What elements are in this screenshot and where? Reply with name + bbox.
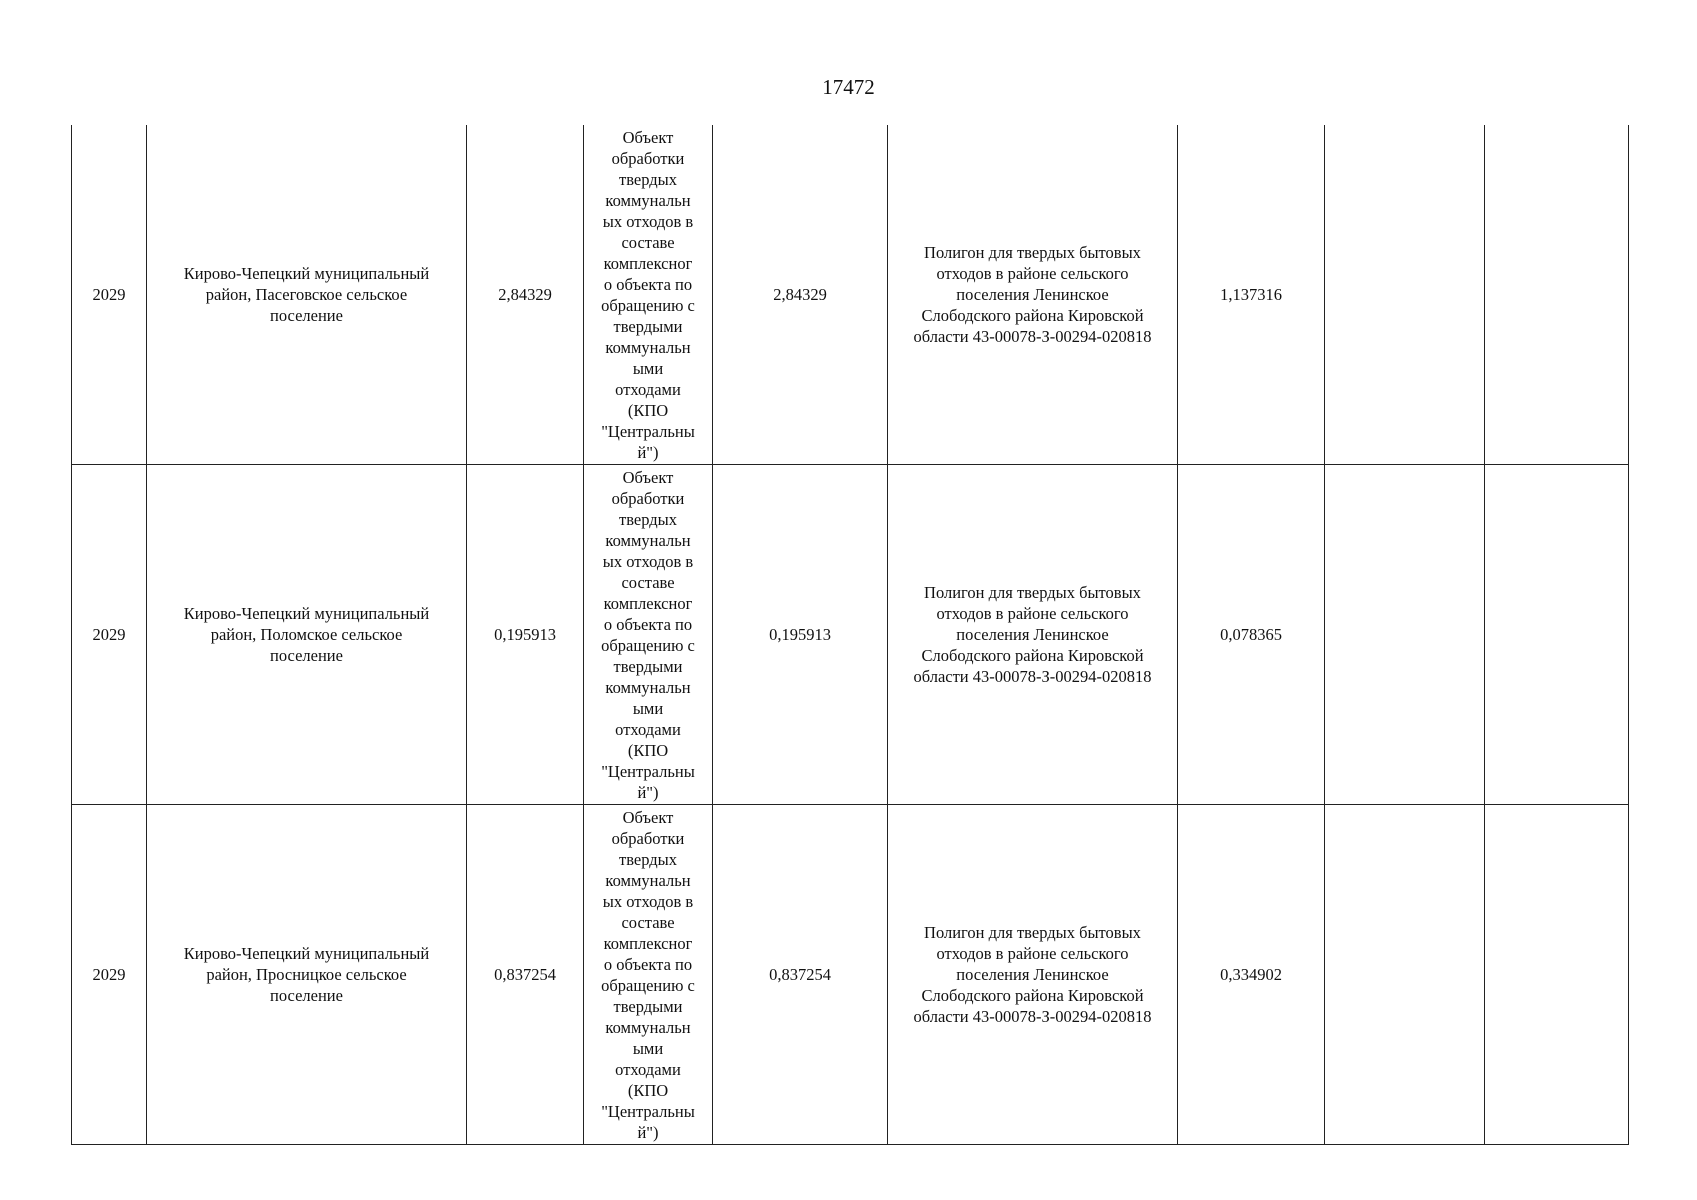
cell-processing-object: Объект обработки твердых коммунальн ых отходов в составе комплексног о объекта по обращению с твердыми коммунальн ыми отходами (КПО "Центральны й"): [584, 805, 713, 1145]
cell-volume-disposed: 0,078365: [1178, 465, 1325, 805]
cell-disposal-site: Полигон для твердых бытовых отходов в районе сельского поселения Ленинское Слободского района Кировской области 43-00078-З-00294-020818: [888, 465, 1178, 805]
cell-empty: [1485, 465, 1629, 805]
cell-disposal-site: Полигон для твердых бытовых отходов в районе сельского поселения Ленинское Слободского района Кировской области 43-00078-З-00294-020818: [888, 125, 1178, 465]
cell-volume-processed: 0,195913: [713, 465, 888, 805]
cell-municipality: Кирово-Чепецкий муниципальный район, Поломское сельское поселение: [147, 465, 467, 805]
cell-empty: [1325, 805, 1485, 1145]
cell-municipality: Кирово-Чепецкий муниципальный район, Просницкое сельское поселение: [147, 805, 467, 1145]
cell-municipality: Кирово-Чепецкий муниципальный район, Пасеговское сельское поселение: [147, 125, 467, 465]
cell-year: 2029: [72, 805, 147, 1145]
cell-processing-object: Объект обработки твердых коммунальн ых отходов в составе комплексног о объекта по обращению с твердыми коммунальн ыми отходами (КПО "Центральны й"): [584, 125, 713, 465]
page-number: 17472: [822, 75, 875, 99]
cell-empty: [1325, 465, 1485, 805]
cell-volume-generated: 2,84329: [467, 125, 584, 465]
cell-volume-processed: 0,837254: [713, 805, 888, 1145]
cell-year: 2029: [72, 125, 147, 465]
cell-empty: [1325, 125, 1485, 465]
cell-volume-generated: 0,195913: [467, 465, 584, 805]
cell-empty: [1485, 125, 1629, 465]
table-row: [72, 465, 1629, 805]
table-row: [72, 125, 1629, 465]
cell-disposal-site: Полигон для твердых бытовых отходов в районе сельского поселения Ленинское Слободского района Кировской области 43-00078-З-00294-020818: [888, 805, 1178, 1145]
table-row: [72, 805, 1629, 1145]
waste-flow-table: [71, 125, 1629, 1145]
cell-volume-generated: 0,837254: [467, 805, 584, 1145]
cell-volume-disposed: 1,137316: [1178, 125, 1325, 465]
cell-volume-processed: 2,84329: [713, 125, 888, 465]
cell-empty: [1485, 805, 1629, 1145]
cell-volume-disposed: 0,334902: [1178, 805, 1325, 1145]
cell-processing-object: Объект обработки твердых коммунальн ых отходов в составе комплексног о объекта по обращению с твердыми коммунальн ыми отходами (КПО "Центральны й"): [584, 465, 713, 805]
cell-year: 2029: [72, 465, 147, 805]
